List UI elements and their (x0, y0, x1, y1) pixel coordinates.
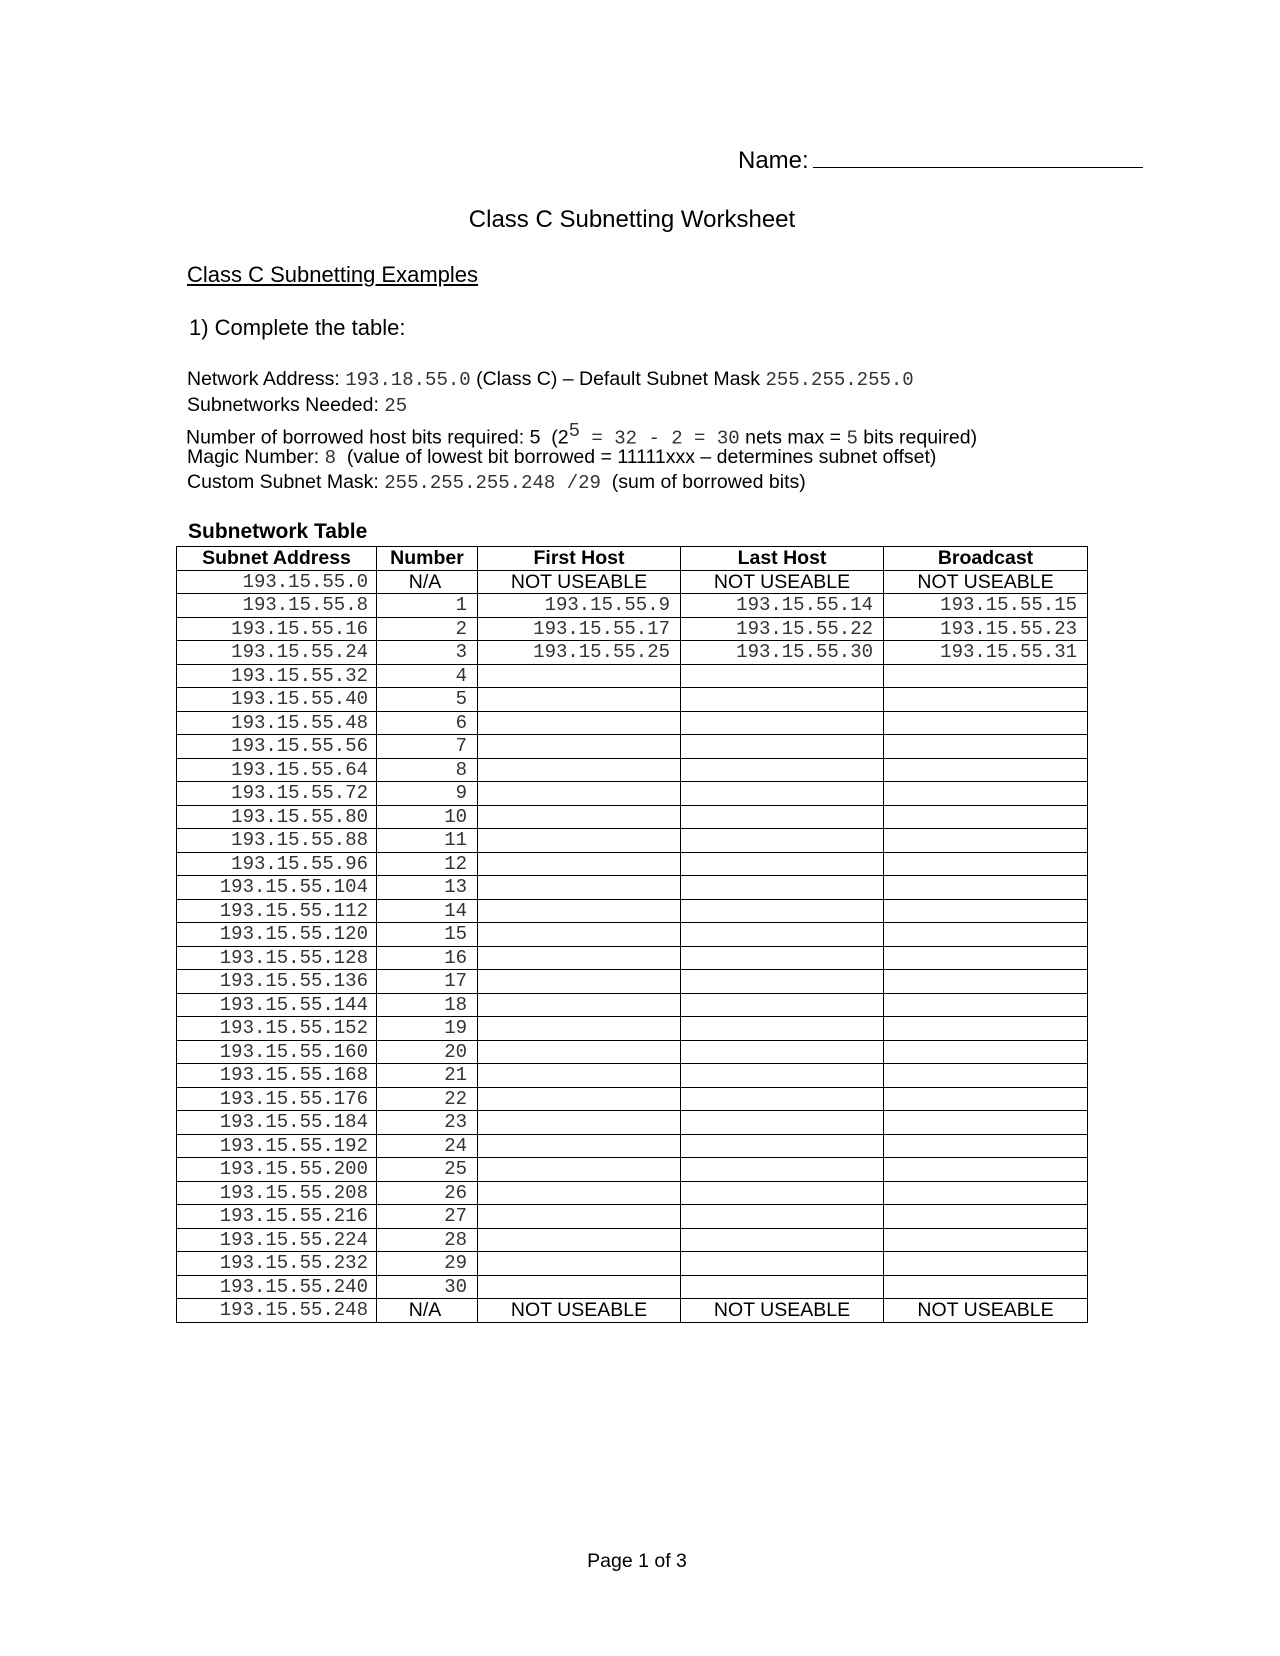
broadcast-cell[interactable] (884, 664, 1088, 688)
table-row (177, 852, 1088, 876)
first-host-cell[interactable] (478, 1181, 681, 1205)
number-cell: 23 (377, 1111, 478, 1135)
number-cell: 27 (377, 1205, 478, 1229)
subnet-address-cell: 193.15.55.248 (177, 1299, 377, 1323)
table-row (177, 758, 1088, 782)
last-host-cell: NOT USEABLE (681, 570, 884, 594)
subnet-address-cell: 193.15.55.112 (177, 899, 377, 923)
question-label: 1) Complete the table: (189, 315, 406, 340)
column-header: Last Host (681, 547, 884, 571)
last-host-cell[interactable] (681, 1134, 884, 1158)
subnet-address-cell: 193.15.55.80 (177, 805, 377, 829)
column-header: Number (377, 547, 478, 571)
name-field[interactable] (738, 147, 1143, 175)
subnet-address-cell: 193.15.55.56 (177, 735, 377, 759)
table-row (177, 1134, 1088, 1158)
number-cell: 9 (377, 782, 478, 806)
first-host-cell[interactable] (478, 711, 681, 735)
number-cell: 4 (377, 664, 478, 688)
number-cell: 12 (377, 852, 478, 876)
last-host-cell: NOT USEABLE (681, 1299, 884, 1323)
first-host-cell[interactable] (478, 1017, 681, 1041)
borrowed-bits-line: Number of borrowed host bits required: 5 ($2^5 = 32 - 2 = 30$ nets max = 5 bits required) (186, 420, 978, 450)
last-host-cell[interactable] (681, 805, 884, 829)
subnet-address-cell: 193.15.55.152 (177, 1017, 377, 1041)
table-row (177, 923, 1088, 947)
number-cell: 2 (377, 617, 478, 641)
number-cell: 25 (377, 1158, 478, 1182)
number-cell: 8 (377, 758, 478, 782)
table-row (177, 993, 1088, 1017)
last-host-cell[interactable] (681, 1252, 884, 1276)
broadcast-cell: NOT USEABLE (884, 1299, 1088, 1323)
first-host-cell[interactable] (478, 758, 681, 782)
name-label: Name: (738, 147, 809, 174)
last-host-cell[interactable] (681, 758, 884, 782)
column-header: First Host (478, 547, 681, 571)
first-host-cell[interactable] (478, 970, 681, 994)
first-host-cell[interactable] (478, 946, 681, 970)
first-host-cell[interactable] (478, 1205, 681, 1229)
first-host-cell[interactable] (478, 1134, 681, 1158)
last-host-cell[interactable] (681, 1205, 884, 1229)
number-cell: 18 (377, 993, 478, 1017)
number-cell: 1 (377, 594, 478, 618)
number-cell: 5 (377, 688, 478, 712)
number-cell: 7 (377, 735, 478, 759)
last-host-cell[interactable] (681, 899, 884, 923)
broadcast-cell[interactable] (884, 1228, 1088, 1252)
first-host-cell[interactable] (478, 735, 681, 759)
subnetworks-needed-line: Subnetworks Needed: 25 (187, 394, 408, 417)
broadcast-cell[interactable] (884, 829, 1088, 853)
subnet-address-cell: 193.15.55.40 (177, 688, 377, 712)
number-cell: 10 (377, 805, 478, 829)
number-cell: N/A (377, 570, 478, 594)
subnetworks-needed-value: 25 (384, 395, 408, 417)
subnet-address-cell: 193.15.55.120 (177, 923, 377, 947)
subnet-address-cell: 193.15.55.0 (177, 570, 377, 594)
table-row (177, 970, 1088, 994)
table-row (177, 1228, 1088, 1252)
subnet-address-cell: 193.15.55.128 (177, 946, 377, 970)
number-cell: 30 (377, 1275, 478, 1299)
table-row (177, 1158, 1088, 1182)
broadcast-cell[interactable] (884, 1252, 1088, 1276)
subnet-address-cell: 193.15.55.48 (177, 711, 377, 735)
table-row (177, 664, 1088, 688)
table-row (177, 946, 1088, 970)
last-host-cell: 193.15.55.30 (681, 641, 884, 665)
first-host-cell[interactable] (478, 1275, 681, 1299)
last-host-cell[interactable] (681, 1181, 884, 1205)
broadcast-cell[interactable] (884, 1040, 1088, 1064)
subnet-address-cell: 193.15.55.8 (177, 594, 377, 618)
first-host-cell[interactable] (478, 1064, 681, 1088)
last-host-cell[interactable] (681, 1228, 884, 1252)
number-cell: 19 (377, 1017, 478, 1041)
broadcast-cell[interactable] (884, 805, 1088, 829)
table-row (177, 1087, 1088, 1111)
first-host-cell[interactable] (478, 876, 681, 900)
last-host-cell: 193.15.55.14 (681, 594, 884, 618)
table-row (177, 899, 1088, 923)
page-title: Class C Subnetting Worksheet (468, 206, 796, 233)
last-host-cell[interactable] (681, 1087, 884, 1111)
table-row (177, 617, 1088, 641)
first-host-cell: NOT USEABLE (478, 570, 681, 594)
number-cell: 6 (377, 711, 478, 735)
number-cell: 29 (377, 1252, 478, 1276)
number-cell: 15 (377, 923, 478, 947)
last-host-cell[interactable] (681, 946, 884, 970)
broadcast-cell[interactable] (884, 1017, 1088, 1041)
last-host-cell[interactable] (681, 923, 884, 947)
subnet-address-cell: 193.15.55.136 (177, 970, 377, 994)
last-host-cell[interactable] (681, 993, 884, 1017)
first-host-cell[interactable] (478, 852, 681, 876)
first-host-cell[interactable] (478, 782, 681, 806)
broadcast-cell[interactable] (884, 970, 1088, 994)
broadcast-cell[interactable] (884, 876, 1088, 900)
number-cell: 13 (377, 876, 478, 900)
subnet-address-cell: 193.15.55.88 (177, 829, 377, 853)
broadcast-cell[interactable] (884, 1087, 1088, 1111)
first-host-cell[interactable] (478, 1252, 681, 1276)
table-row (177, 711, 1088, 735)
first-host-cell: NOT USEABLE (478, 1299, 681, 1323)
broadcast-cell[interactable] (884, 923, 1088, 947)
subnet-address-cell: 193.15.55.64 (177, 758, 377, 782)
subnet-address-cell: 193.15.55.144 (177, 993, 377, 1017)
broadcast-cell[interactable] (884, 1111, 1088, 1135)
last-host-cell[interactable] (681, 970, 884, 994)
subnet-address-cell: 193.15.55.96 (177, 852, 377, 876)
broadcast-cell[interactable] (884, 711, 1088, 735)
broadcast-cell[interactable] (884, 688, 1088, 712)
last-host-cell[interactable] (681, 1158, 884, 1182)
broadcast-cell: NOT USEABLE (884, 570, 1088, 594)
first-host-cell[interactable] (478, 899, 681, 923)
table-row (177, 829, 1088, 853)
broadcast-cell[interactable] (884, 1158, 1088, 1182)
number-cell: 24 (377, 1134, 478, 1158)
last-host-cell[interactable] (681, 1064, 884, 1088)
subnet-address-cell: 193.15.55.240 (177, 1275, 377, 1299)
table-row (177, 805, 1088, 829)
first-host-cell[interactable] (478, 1040, 681, 1064)
first-host-cell[interactable] (478, 805, 681, 829)
broadcast-cell[interactable] (884, 1064, 1088, 1088)
table-row (177, 1299, 1088, 1323)
magic-number-line: Magic Number: 8 (value of lowest bit borrowed = 11111xxx – determines subnet offset) (187, 446, 937, 469)
last-host-cell[interactable] (681, 782, 884, 806)
number-cell: 14 (377, 899, 478, 923)
broadcast-cell[interactable] (884, 946, 1088, 970)
table-row (177, 1017, 1088, 1041)
column-header: Subnet Address (177, 547, 377, 571)
last-host-cell[interactable] (681, 664, 884, 688)
network-address-line: Network Address: 193.18.55.0 (Class C) – Default Subnet Mask 255.255.255.0 (187, 368, 914, 391)
subnet-address-cell: 193.15.55.184 (177, 1111, 377, 1135)
first-host-cell: 193.15.55.9 (478, 594, 681, 618)
table-row (177, 641, 1088, 665)
table-row (177, 1040, 1088, 1064)
last-host-cell[interactable] (681, 688, 884, 712)
column-header: Broadcast (884, 547, 1088, 571)
network-address-value: 193.18.55.0 (345, 369, 471, 391)
custom-mask-line: Custom Subnet Mask: 255.255.255.248 /29 (sum of borrowed bits) (187, 471, 806, 494)
section-heading: Class C Subnetting Examples (187, 262, 479, 287)
number-cell: 16 (377, 946, 478, 970)
last-host-cell[interactable] (681, 735, 884, 759)
subnet-address-cell: 193.15.55.16 (177, 617, 377, 641)
number-cell: 26 (377, 1181, 478, 1205)
table-row (177, 1111, 1088, 1135)
broadcast-cell: 193.15.55.23 (884, 617, 1088, 641)
last-host-cell[interactable] (681, 1275, 884, 1299)
broadcast-cell: 193.15.55.15 (884, 594, 1088, 618)
broadcast-cell[interactable] (884, 758, 1088, 782)
first-host-cell: 193.15.55.25 (478, 641, 681, 665)
number-cell: 3 (377, 641, 478, 665)
table-row (177, 688, 1088, 712)
broadcast-cell[interactable] (884, 993, 1088, 1017)
number-cell: 20 (377, 1040, 478, 1064)
first-host-cell[interactable] (478, 829, 681, 853)
table-heading: Subnetwork Table (188, 520, 368, 543)
subnet-address-cell: 193.15.55.216 (177, 1205, 377, 1229)
subnet-address-cell: 193.15.55.32 (177, 664, 377, 688)
subnet-address-cell: 193.15.55.160 (177, 1040, 377, 1064)
first-host-cell[interactable] (478, 1111, 681, 1135)
table-row (177, 1205, 1088, 1229)
first-host-cell[interactable] (478, 1158, 681, 1182)
table-row (177, 782, 1088, 806)
subnet-address-cell: 193.15.55.232 (177, 1252, 377, 1276)
first-host-cell[interactable] (478, 923, 681, 947)
table-row (177, 1181, 1088, 1205)
last-host-cell[interactable] (681, 876, 884, 900)
subnet-address-cell: 193.15.55.176 (177, 1087, 377, 1111)
table-row (177, 1252, 1088, 1276)
last-host-cell[interactable] (681, 852, 884, 876)
table-header-row (177, 547, 1088, 571)
subnet-address-cell: 193.15.55.104 (177, 876, 377, 900)
broadcast-cell[interactable] (884, 852, 1088, 876)
table-row (177, 570, 1088, 594)
number-cell: N/A (377, 1299, 478, 1323)
subnet-address-cell: 193.15.55.200 (177, 1158, 377, 1182)
first-host-cell: 193.15.55.17 (478, 617, 681, 641)
number-cell: 22 (377, 1087, 478, 1111)
subnet-address-cell: 193.15.55.208 (177, 1181, 377, 1205)
table-row (177, 1064, 1088, 1088)
subnet-address-cell: 193.15.55.192 (177, 1134, 377, 1158)
broadcast-cell: 193.15.55.31 (884, 641, 1088, 665)
last-host-cell[interactable] (681, 1017, 884, 1041)
first-host-cell[interactable] (478, 688, 681, 712)
first-host-cell[interactable] (478, 1228, 681, 1252)
broadcast-cell[interactable] (884, 735, 1088, 759)
subnet-address-cell: 193.15.55.72 (177, 782, 377, 806)
last-host-cell: 193.15.55.22 (681, 617, 884, 641)
broadcast-cell[interactable] (884, 1181, 1088, 1205)
last-host-cell[interactable] (681, 711, 884, 735)
subnet-address-cell: 193.15.55.224 (177, 1228, 377, 1252)
custom-mask-value: 255.255.255.248 /29 (384, 472, 601, 494)
first-host-cell[interactable] (478, 664, 681, 688)
table-row (177, 594, 1088, 618)
broadcast-cell[interactable] (884, 899, 1088, 923)
broadcast-cell[interactable] (884, 1275, 1088, 1299)
subnet-address-cell: 193.15.55.168 (177, 1064, 377, 1088)
page-number: Page 1 of 3 (587, 1550, 687, 1572)
last-host-cell[interactable] (681, 829, 884, 853)
broadcast-cell[interactable] (884, 782, 1088, 806)
name-blank-line[interactable] (813, 147, 1143, 168)
first-host-cell[interactable] (478, 993, 681, 1017)
last-host-cell[interactable] (681, 1111, 884, 1135)
magic-number-value: 8 (324, 447, 337, 469)
first-host-cell[interactable] (478, 1087, 681, 1111)
number-cell: 21 (377, 1064, 478, 1088)
number-cell: 17 (377, 970, 478, 994)
subnet-address-cell: 193.15.55.24 (177, 641, 377, 665)
number-cell: 11 (377, 829, 478, 853)
table-row (177, 876, 1088, 900)
last-host-cell[interactable] (681, 1040, 884, 1064)
default-mask-value: 255.255.255.0 (765, 369, 914, 391)
table-row (177, 1275, 1088, 1299)
broadcast-cell[interactable] (884, 1205, 1088, 1229)
broadcast-cell[interactable] (884, 1134, 1088, 1158)
table-row (177, 735, 1088, 759)
subnetwork-table (176, 546, 1088, 1323)
number-cell: 28 (377, 1228, 478, 1252)
